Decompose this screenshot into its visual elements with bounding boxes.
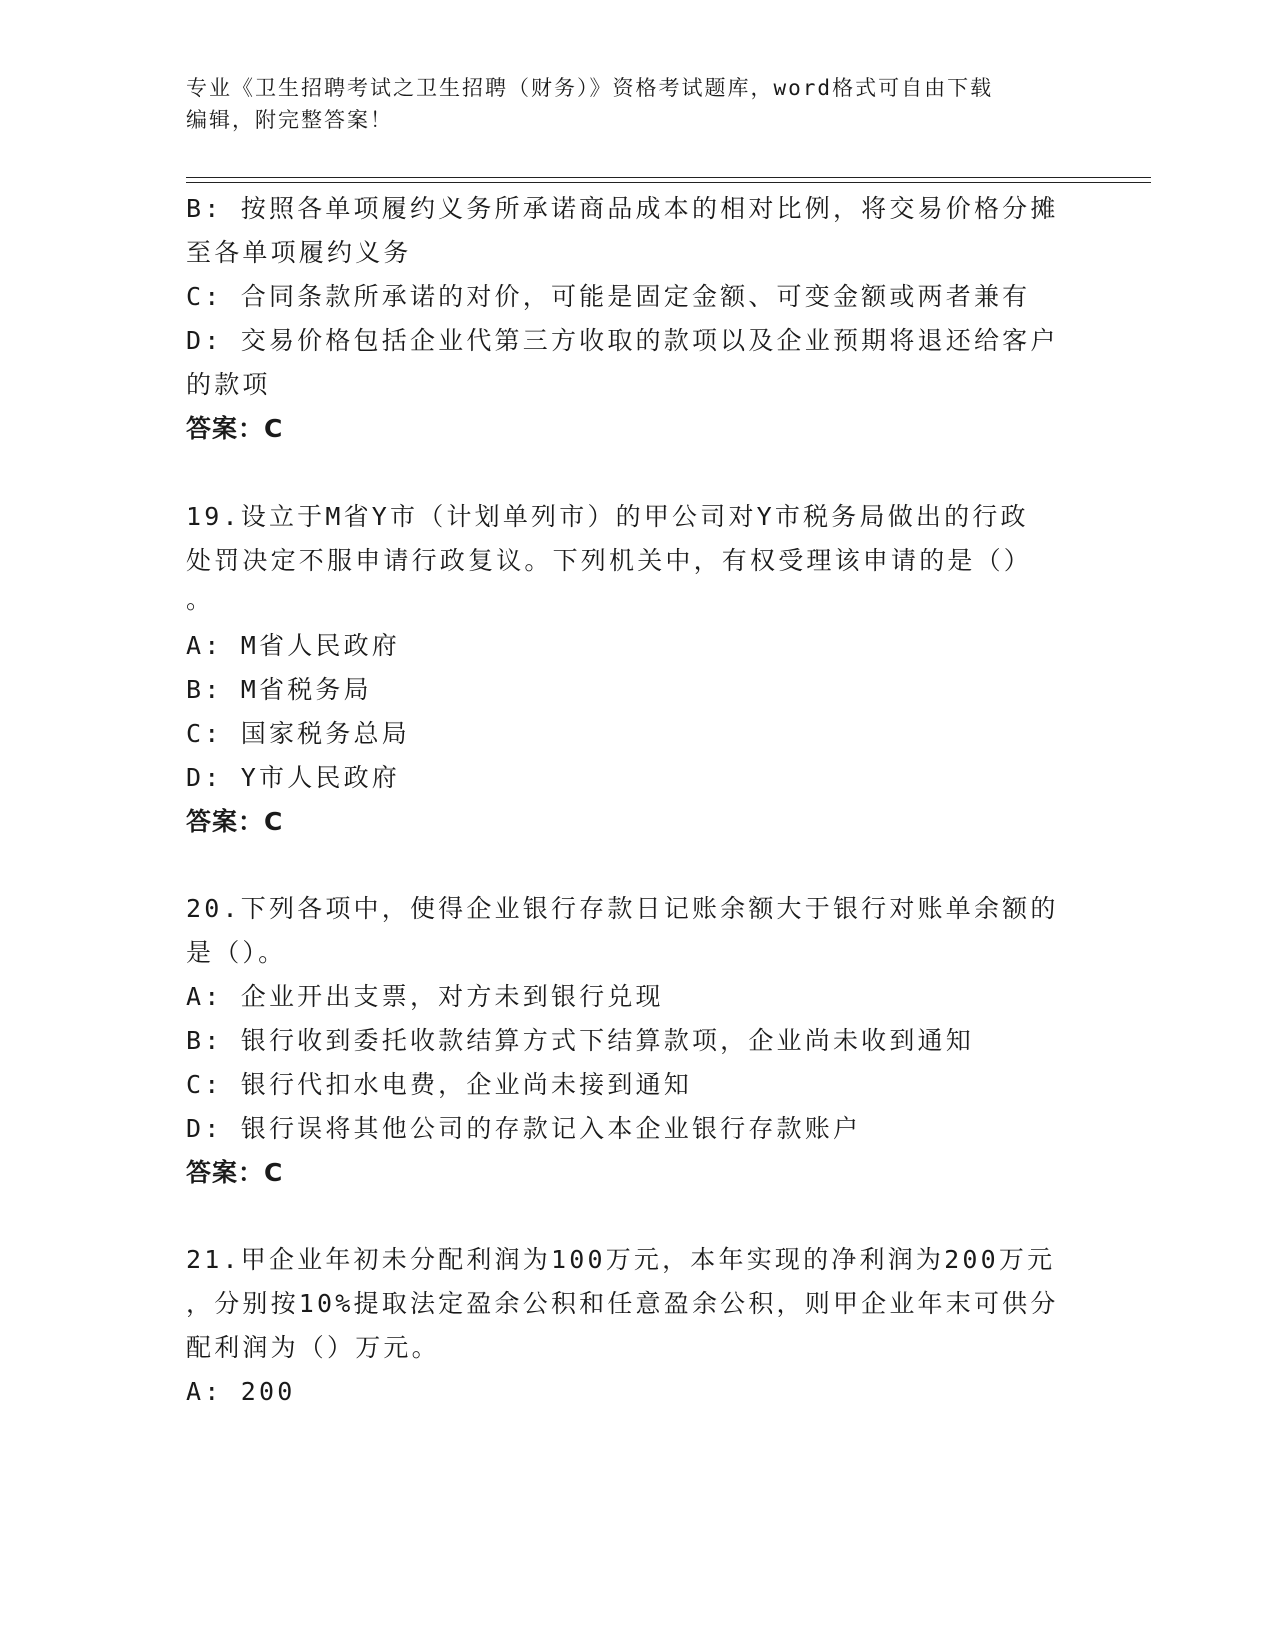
- option-a: A: 企业开出支票，对方未到银行兑现: [186, 982, 664, 1011]
- option-d-line-1: D: 交易价格包括企业代第三方收取的款项以及企业预期将退还给客户: [186, 326, 1059, 355]
- question-stem-line-2: 是（）。: [186, 938, 287, 967]
- answer: 答案：C: [186, 1158, 284, 1187]
- option-a: A: 200: [186, 1377, 296, 1406]
- header-line-2: 编辑，附完整答案！: [186, 108, 393, 132]
- question-stem-line-1: 19.设立于M省Y市（计划单列市）的甲公司对Y市税务局做出的行政: [186, 502, 1029, 531]
- header-divider-top: [186, 177, 1151, 178]
- question-stem-line-2: 处罚决定不服申请行政复议。下列机关中，有权受理该申请的是（）: [186, 546, 1033, 575]
- question-stem-line-1: 21.甲企业年初未分配利润为100万元，本年实现的净利润为200万元: [186, 1245, 1056, 1274]
- answer: 答案：C: [186, 414, 284, 443]
- question-stem-line-3: 配利润为（）万元。: [186, 1333, 440, 1362]
- header-divider-bottom: [186, 182, 1151, 183]
- option-b-line-2: 至各单项履约义务: [186, 238, 412, 267]
- option-b-line-1: B: 按照各单项履约义务所承诺商品成本的相对比例，将交易价格分摊: [186, 194, 1059, 223]
- option-d: D: 银行误将其他公司的存款记入本企业银行存款账户: [186, 1114, 862, 1143]
- question-stem-line-1: 20.下列各项中，使得企业银行存款日记账余额大于银行对账单余额的: [186, 894, 1059, 923]
- option-b: B: M省税务局: [186, 675, 372, 704]
- header-line-1: 专业《卫生招聘考试之卫生招聘（财务）》资格考试题库，word格式可自由下载: [186, 76, 994, 100]
- document-header: [186, 72, 1086, 136]
- option-d: D: Y市人民政府: [186, 763, 401, 792]
- option-d-line-2: 的款项: [186, 370, 271, 399]
- answer: 答案：C: [186, 807, 284, 836]
- option-a: A: M省人民政府: [186, 631, 401, 660]
- option-c: C: 银行代扣水电费，企业尚未接到通知: [186, 1070, 692, 1099]
- question-stem-line-2: ，分别按10%提取法定盈余公积和任意盈余公积，则甲企业年末可供分: [186, 1289, 1059, 1318]
- option-b: B: 银行收到委托收款结算方式下结算款项，企业尚未收到通知: [186, 1026, 974, 1055]
- option-c: C: 国家税务总局: [186, 719, 410, 748]
- question-stem-line-3: 。: [186, 585, 215, 614]
- option-c: C: 合同条款所承诺的对价，可能是固定金额、可变金额或两者兼有: [186, 282, 1031, 311]
